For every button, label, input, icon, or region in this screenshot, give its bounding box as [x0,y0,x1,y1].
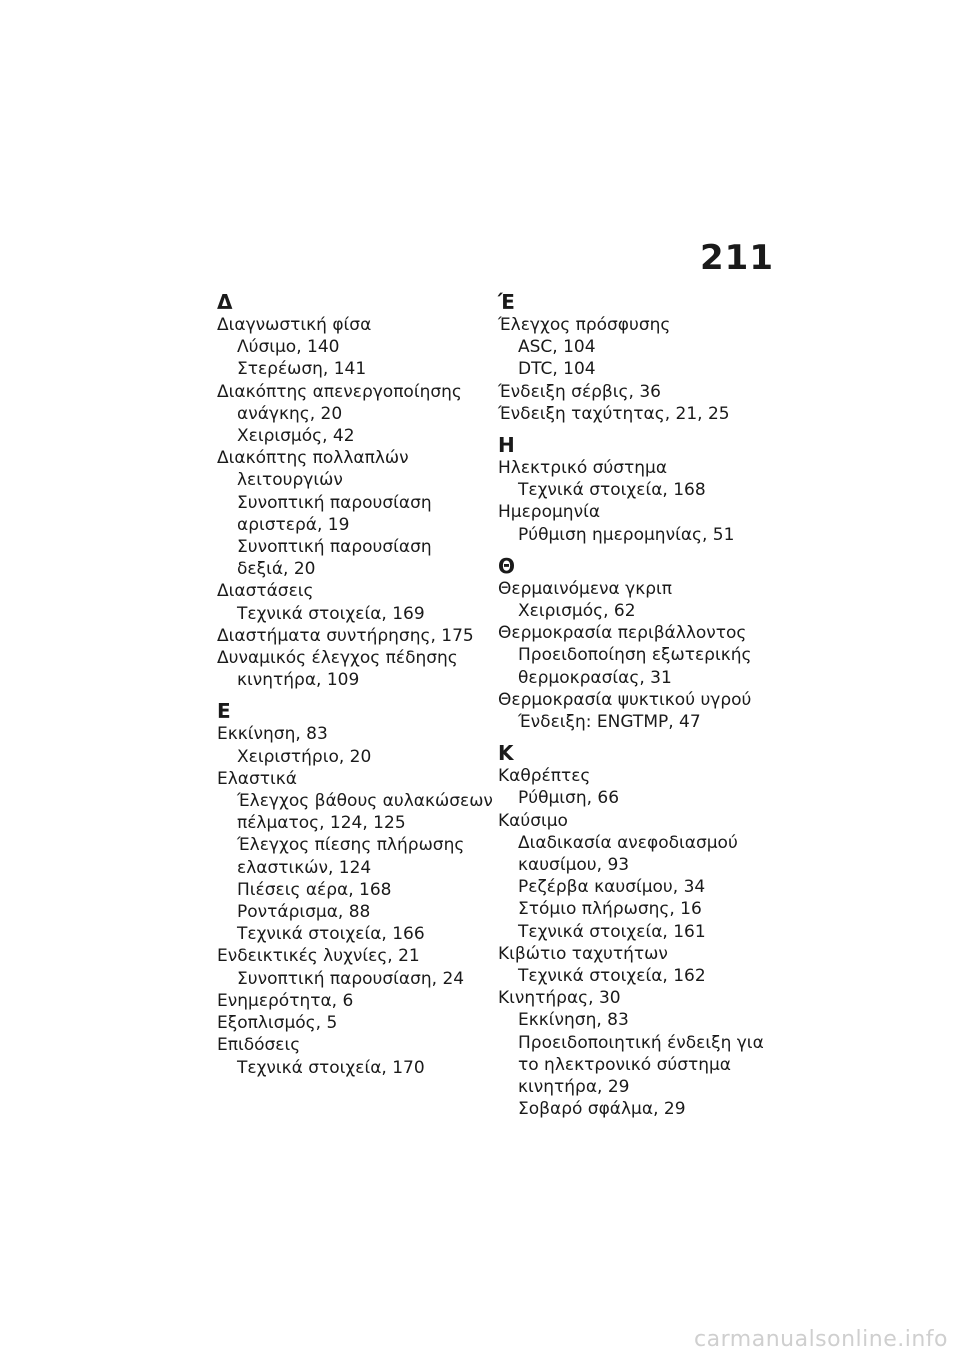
index-subentry: Έλεγχος πίεσης πλήρωσης [237,835,465,856]
index-subentry: Στερέωση, 141 [237,359,367,380]
index-subentry: Ένδειξη: ENGTMP, 47 [518,712,701,733]
index-subentry: καυσίμου, 93 [518,855,630,876]
watermark: carmanualsonline.info [694,1327,948,1352]
index-subentry: Τεχνικά στοιχεία, 161 [518,921,706,942]
index-entry: Διακόπτης απενεργοποίησης [217,381,462,402]
section-letter: Ε [217,699,231,724]
section-letter: Θ [498,553,516,578]
index-subentry: Προειδοποίηση εξωτερικής [518,645,752,666]
index-subentry: Τεχνικά στοιχεία, 162 [518,966,706,987]
index-subentry: Εκκίνηση, 83 [518,1010,629,1031]
index-entry: Καθρέπτες [498,766,591,787]
index-subentry: Τεχνικά στοιχεία, 170 [237,1057,425,1078]
index-subentry: Συνοπτική παρουσίαση [237,492,432,513]
index-entry: Επιδόσεις [217,1035,301,1056]
index-column-left [217,290,507,1087]
index-subentry: λειτουργιών [237,470,343,491]
section-letter: Δ [217,290,233,314]
index-entry: Διαγνωστική φίσα [217,315,372,335]
index-subentry: κινητήρα, 109 [237,670,360,691]
index-entry: Κιβώτιο ταχυτήτων [498,943,668,964]
section-letter: Η [498,433,515,458]
index-subentry: Προειδοποιητική ένδειξη για [518,1032,764,1053]
index-subentry: Χειρισμός, 42 [237,426,355,447]
index-entry: Έλεγχος πρόσφυσης [498,315,671,335]
index-column-right [498,290,788,1129]
index-entry: Θερμοκρασία περιβάλλοντος [498,623,747,644]
index-subentry: ελαστικών, 124 [237,857,372,878]
index-subentry: Λύσιμο, 140 [237,337,340,358]
index-entry: Διαστάσεις [217,581,314,602]
index-entry: Διαστήματα συντήρησης, 175 [217,625,474,646]
index-subentry: κινητήρα, 29 [518,1077,630,1098]
index-subentry: θερμοκρασίας, 31 [518,667,672,688]
index-subentry: το ηλεκτρονικό σύστημα [518,1054,731,1075]
index-subentry: Στόμιο πλήρωσης, 16 [518,899,702,920]
index-subentry: Τεχνικά στοιχεία, 168 [518,480,706,501]
index-subentry: Ρύθμιση ημερομηνίας, 51 [518,524,735,545]
section-letter: Έ [498,290,515,314]
index-subentry: αριστερά, 19 [237,514,350,535]
index-entry: Ελαστικά [217,768,297,789]
index-section [498,741,788,1120]
index-entry: Καύσιμο [498,810,568,831]
index-subentry: Ροντάρισμα, 88 [237,902,371,923]
index-entry: Ηλεκτρικό σύστημα [498,458,668,479]
index-subentry: Έλεγχος βάθους αυλακώσεων [237,791,493,812]
index-subentry: Διαδικασία ανεφοδιασμού [518,832,738,853]
index-entry: Ενδεικτικές λυχνίες, 21 [217,946,420,967]
index-subentry: Τεχνικά στοιχεία, 166 [237,924,425,945]
index-section [498,290,788,425]
index-entry: Εκκίνηση, 83 [217,724,328,745]
index-section [217,290,507,691]
index-subentry: Πιέσεις αέρα, 168 [237,879,392,900]
index-entry: Θερμοκρασία ψυκτικού υγρού [498,689,752,710]
index-entry: Ενημερότητα, 6 [217,990,354,1011]
index-entry: Θερμαινόμενα γκριπ [498,578,673,599]
index-section [498,554,788,733]
index-subentry: Τεχνικά στοιχεία, 169 [237,603,425,624]
index-entry: Ένδειξη ταχύτητας, 21, 25 [498,403,730,424]
index-subentry: ανάγκης, 20 [237,403,343,424]
index-section [217,699,507,1078]
index-entry: Ένδειξη σέρβις, 36 [498,381,661,402]
index-subentry: Χειριστήριο, 20 [237,746,372,767]
index-section [498,433,788,546]
index-entry: Ημερομηνία [498,502,601,523]
index-subentry: ASC, 104 [518,337,596,358]
index-subentry: δεξιά, 20 [237,559,316,580]
index-subentry: πέλματος, 124, 125 [237,813,406,834]
index-subentry: Ρύθμιση, 66 [518,788,620,809]
index-subentry: Ρεζέρβα καυσίμου, 34 [518,877,706,898]
index-entry: Εξοπλισμός, 5 [217,1013,338,1034]
index-subentry: Συνοπτική παρουσίαση, 24 [237,968,465,989]
index-subentry: DTC, 104 [518,359,596,380]
index-entry: Δυναμικός έλεγχος πέδησης [217,648,458,669]
index-entry: Διακόπτης πολλαπλών [217,448,409,469]
page-number: 211 [700,238,774,278]
index-subentry: Συνοπτική παρουσίαση [237,537,432,558]
index-subentry: Σοβαρό σφάλμα, 29 [518,1099,686,1120]
index-subentry: Χειρισμός, 62 [518,601,636,622]
section-letter: Κ [498,741,514,766]
index-entry: Κινητήρας, 30 [498,988,621,1009]
